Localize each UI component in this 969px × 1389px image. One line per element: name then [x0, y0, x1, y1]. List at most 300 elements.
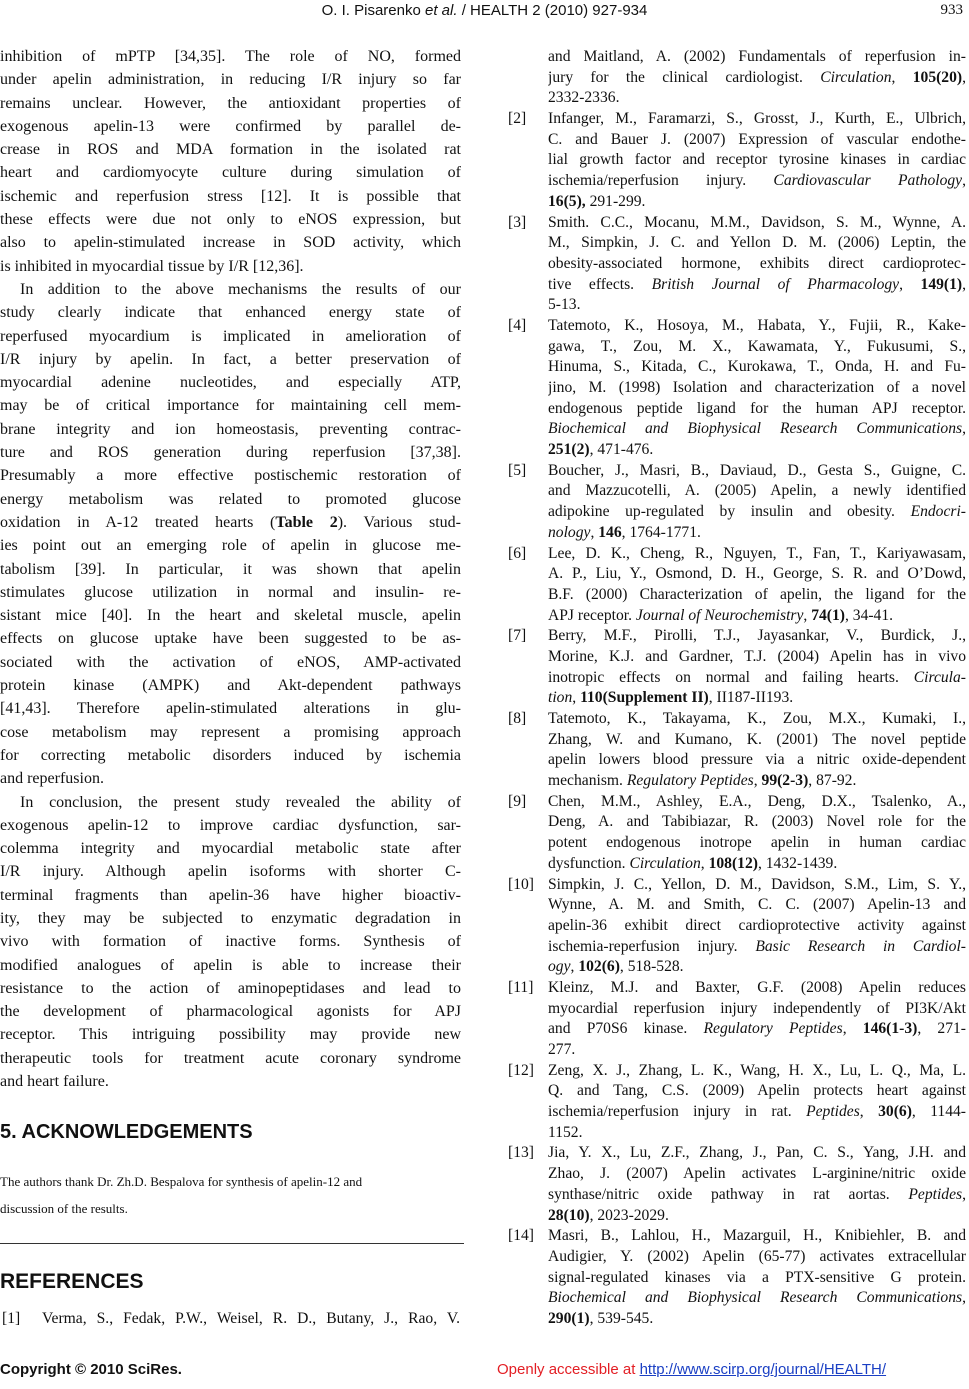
text-line — [0, 1023, 461, 1046]
text-run: remains unclear. However, the antioxidant properties of — [0, 94, 461, 112]
text-run: , — [842, 1020, 863, 1038]
text-line — [548, 544, 966, 565]
italic-run: nology — [548, 523, 591, 541]
text-line — [548, 1247, 966, 1268]
italic-run: Circulation — [629, 854, 701, 872]
text-run: Zhao, J. (2007) Apelin activates L-arginine/nitric oxide — [548, 1165, 966, 1183]
reference-number: [11] — [508, 978, 534, 996]
reference-number: [10] — [508, 875, 534, 893]
header-etal: et al. — [425, 2, 458, 19]
text-run: , — [590, 523, 599, 541]
text-run: , — [891, 68, 913, 86]
text-run: and P70S6 kinase. — [548, 1020, 704, 1038]
reference-number: [8] — [508, 710, 527, 727]
text-line — [0, 231, 461, 254]
text-run: stimulates glucose utilization in normal and insulin- re- — [0, 583, 461, 601]
reference-item — [508, 461, 966, 544]
text-line — [548, 916, 966, 937]
text-run: crease in ROS and MDA formation in the isolated rat — [0, 141, 461, 159]
text-line — [0, 348, 461, 371]
text-line — [0, 930, 461, 953]
italic-run: Basic Research in Cardiol- — [755, 937, 966, 955]
text-run: these effects were due not only to eNOS expression, but — [0, 211, 461, 229]
text-line — [548, 647, 966, 668]
reference-item — [508, 626, 966, 709]
ack-line: discussion of the results. — [0, 1201, 128, 1216]
text-run: receptor. This intriguing possibility may provide new — [0, 1026, 461, 1044]
text-run: Chen, M.M., Ashley, E.A., Deng, D.X., Tsalenko, A., — [548, 792, 966, 810]
text-run: resistance to the action of aminopeptidases and lead to — [0, 979, 461, 997]
text-run: Lee, D. K., Cheng, R., Nguyen, T., Fan, T., Kariyawasam, — [548, 544, 966, 562]
text-run: Tatemoto, K., Hosoya, M., Habata, Y., Fujii, R., Kake- — [548, 316, 966, 334]
reference-text — [548, 316, 966, 461]
text-line — [0, 534, 461, 557]
reference-text — [548, 792, 966, 875]
text-run: exogenous apelin-13 were confirmed by parallel de- — [0, 117, 461, 135]
text-run: In conclusion, the present study revealed the ability of — [20, 793, 461, 811]
text-line — [0, 627, 461, 650]
text-line — [548, 771, 966, 792]
text-line — [548, 150, 966, 171]
text-run: , 1764-1771. — [621, 523, 701, 541]
paragraph — [0, 791, 461, 1094]
text-line — [548, 854, 966, 875]
text-line — [0, 441, 461, 464]
reference-item — [508, 1226, 966, 1329]
reference-number: [5] — [508, 461, 527, 479]
text-run: I/R injury. Although apelin isoforms with shorter C- — [0, 863, 461, 881]
text-line — [0, 1047, 461, 1070]
bold-run: 28(10) — [548, 1206, 590, 1224]
open-access-note — [497, 1361, 886, 1378]
text-run: sistant mice [40]. In the heart and skeletal muscle, apelin — [0, 607, 461, 625]
text-line — [548, 750, 966, 771]
text-run: Q. and Tang, C.S. (2009) Apelin protects heart against — [548, 1082, 966, 1100]
text-run: study clearly indicate that enhanced energy state of — [0, 304, 461, 322]
text-line — [0, 674, 461, 697]
text-run: 1152. — [548, 1123, 583, 1141]
text-line — [548, 109, 966, 130]
text-line — [548, 730, 966, 751]
italic-run: Biochemical and Biophysical Research Communications — [548, 420, 963, 438]
text-line — [548, 1164, 966, 1185]
header-journal: / HEALTH 2 (2010) 927-934 — [457, 2, 648, 19]
text-line — [548, 606, 966, 627]
reference-number: [1] — [2, 1310, 21, 1327]
text-line — [548, 295, 966, 316]
italic-run: Peptides — [806, 1103, 860, 1121]
bold-run: 149(1) — [920, 275, 963, 293]
text-run: for correcting metabolic disorders induced by ischemia — [0, 746, 461, 764]
text-line — [548, 978, 966, 999]
text-run: Boucher, J., Masri, B., Daviaud, D., Gesta S., Guigne, C. — [548, 461, 966, 479]
text-line — [0, 488, 461, 511]
text-run: inotropic effects on normal and failing hearts. — [548, 668, 914, 686]
reference-list-right — [508, 47, 966, 1330]
reference-text — [548, 978, 966, 1061]
text-line — [548, 440, 966, 461]
text-line — [0, 977, 461, 1000]
text-run: cose metabolism may represent a promising approach — [0, 723, 461, 741]
text-run: M., Simpkin, J. C. and Yellon D. M. (2006) Leptin, the — [548, 234, 966, 252]
acknowledgements-text — [0, 1168, 461, 1222]
text-run: obesity-associated hormone, exhibits direct cardioprotec- — [548, 254, 966, 272]
text-run: Infanger, M., Faramarzi, S., Grosst, J., Kurth, E., Ulbrich, — [548, 110, 966, 128]
bold-run: 99(2-3) — [761, 772, 809, 790]
reference-number: [2] — [508, 110, 527, 128]
text-line — [0, 208, 461, 231]
text-line — [0, 138, 461, 161]
text-run: modified analogues of apelin is able to increase their — [0, 956, 461, 974]
text-run: [41,43]. Therefore apelin-stimulated alterations in glu- — [0, 700, 461, 718]
text-run: ies point out an emerging role of apelin in glucose me- — [0, 537, 461, 555]
text-run: jury for the clinical cardiologist. — [548, 68, 821, 86]
ack-line: The authors thank Dr. Zh.D. Bespalova for synthesis of apelin-12 and — [0, 1174, 363, 1189]
text-run: , — [570, 958, 579, 976]
text-line — [548, 1268, 966, 1289]
text-run: In addition to the above mechanisms the results of our — [20, 280, 461, 298]
text-run: Zhang, W. and Kumano, K. (2001) The novel peptide — [548, 730, 966, 748]
text-line — [0, 418, 461, 441]
reference-text — [548, 875, 966, 978]
text-line — [0, 371, 461, 394]
text-line — [0, 278, 461, 301]
text-run: , 2023-2029. — [589, 1206, 669, 1224]
text-run: B.F. (2000) Characterization of apelin, the ligand for the — [548, 585, 966, 603]
text-line — [0, 697, 461, 720]
text-run: mechanism. — [548, 772, 627, 790]
text-run: 5-13. — [548, 296, 581, 314]
text-line — [0, 814, 461, 837]
text-line — [548, 461, 966, 482]
text-run: gawa, T., Zou, M. X., Kawamata, Y., Fukusumi, S., — [548, 337, 966, 355]
text-line — [0, 92, 461, 115]
bold-run: Table 2 — [275, 513, 338, 531]
text-run: , 271- — [917, 1020, 966, 1038]
references-heading: REFERENCES — [0, 1270, 144, 1293]
text-run: ischemia-reperfusion injury. — [548, 937, 756, 955]
text-run: Verma, S., Fedak, P.W., Weisel, R. D., Butany, J., Rao, V. — [42, 1310, 460, 1327]
text-line — [548, 668, 966, 689]
bold-run: 16(5), — [548, 192, 586, 210]
text-line — [548, 502, 966, 523]
text-line — [0, 767, 461, 790]
copyright: Copyright © 2010 SciRes. — [0, 1361, 182, 1378]
text-line — [548, 812, 966, 833]
reference-item — [2, 1309, 460, 1330]
text-run: Tatemoto, K., Takayama, K., Zou, M.X., Kumaki, I., — [548, 710, 966, 727]
italic-run: Endocri- — [910, 503, 966, 521]
text-line — [0, 45, 461, 68]
text-line — [0, 837, 461, 860]
reference-item — [508, 213, 966, 316]
journal-link[interactable]: http://www.scirp.org/journal/HEALTH/ — [639, 1361, 887, 1378]
text-line — [0, 394, 461, 417]
text-run: potent endogenous inotrope apelin in human cardiac — [548, 834, 966, 852]
bold-run: 110(Supplement II) — [580, 689, 709, 707]
reference-item — [508, 109, 966, 212]
reference-text — [548, 213, 966, 316]
text-line — [548, 68, 966, 89]
italic-run: Journal of Neurochemistry — [635, 606, 804, 624]
reference-item — [508, 792, 966, 875]
text-line — [548, 213, 966, 234]
text-run: the development of pharmacological agonists for APJ — [0, 1003, 461, 1021]
reference-number: [3] — [508, 213, 527, 231]
text-run: , 87-92. — [808, 772, 857, 790]
text-run: , 471-476. — [589, 441, 654, 459]
page-number: 933 — [940, 2, 963, 18]
italic-run: tion — [548, 689, 573, 707]
text-run: and Maitland, A. (2002) Fundamentals of reperfusion in- — [548, 48, 966, 65]
bold-run: 251(2) — [548, 441, 590, 459]
text-line — [548, 875, 966, 896]
text-run: , — [962, 420, 966, 438]
text-line — [0, 68, 461, 91]
text-run: , — [572, 689, 581, 707]
italic-run: ogy — [548, 958, 571, 976]
reference-text — [548, 1226, 966, 1329]
reference-number: [14] — [508, 1227, 534, 1245]
text-run: , — [962, 1289, 966, 1307]
text-run: 2332-2336. — [548, 89, 620, 107]
reference-text — [548, 544, 966, 627]
bold-run: 102(6) — [578, 958, 620, 976]
bold-run: 74(1) — [811, 606, 845, 624]
text-run: effects on glucose uptake have been suggested to be as- — [0, 630, 461, 648]
text-run: vivo with formation of inactive forms. Synthesis of — [0, 933, 461, 951]
text-run: myocardial adenine nucleotides, and especially ATP, — [0, 374, 461, 392]
text-run: jino, M. (1998) Isolation and characterization of a novel — [548, 379, 966, 396]
bold-run: 30(6) — [878, 1103, 912, 1121]
reference-number: [12] — [508, 1061, 534, 1079]
text-run: therapeutic tools for treatment acute coronary syndrome — [0, 1049, 461, 1067]
text-run: ischemia/reperfusion injury. — [548, 172, 774, 190]
text-run: myocardial reperfusion injury independently of PI3K/Akt — [548, 999, 966, 1017]
text-run: C. and Bauer J. (2007) Expression of vascular endothe- — [548, 130, 966, 148]
text-run: ischemic and reperfusion stress [12]. It is possible that — [0, 187, 461, 205]
reference-item — [508, 1061, 966, 1144]
reference-item — [508, 875, 966, 978]
text-line — [0, 558, 461, 581]
text-run: synthase/nitric oxide pathway in rat aortas. — [548, 1185, 909, 1203]
text-run: Berry, M.F., Pirolli, T.J., Jayasankar, V., Burdick, J., — [548, 627, 966, 645]
text-run: Kleinz, M.J. and Baxter, G.F. (2008) Apelin reduces — [548, 978, 966, 996]
text-run: , 34-41. — [844, 606, 894, 624]
text-run: is inhibited in myocardial tissue by I/R [12,36]. — [0, 257, 304, 275]
text-line — [548, 833, 966, 854]
bold-run: 146(1-3) — [862, 1020, 918, 1038]
text-run: also to apelin-stimulated increase in SOD activity, which — [0, 234, 461, 252]
text-line — [548, 1102, 966, 1123]
text-line — [0, 954, 461, 977]
text-line — [548, 1309, 966, 1330]
text-line — [548, 171, 966, 192]
text-line — [548, 709, 966, 730]
paragraph — [0, 45, 461, 278]
text-line — [548, 999, 966, 1020]
italic-run: Circula- — [913, 668, 966, 686]
text-line — [548, 895, 966, 916]
text-line — [0, 511, 461, 534]
text-run: , — [753, 772, 762, 790]
italic-run: Regulatory Peptides — [626, 772, 754, 790]
text-line — [548, 792, 966, 813]
reference-item — [508, 709, 966, 792]
text-line — [0, 581, 461, 604]
text-run: adipokine up-regulated by insulin and obesity. — [548, 503, 911, 521]
text-line — [548, 1019, 966, 1040]
text-run: energy metabolism was related to promoted glucose — [0, 490, 461, 508]
text-line — [0, 884, 461, 907]
text-line — [0, 255, 461, 278]
text-run: apelin lowers blood pressure via a nitric oxide-dependent — [548, 751, 966, 769]
reference-item — [508, 544, 966, 627]
text-line — [548, 1143, 966, 1164]
text-line — [548, 337, 966, 358]
text-run: apelin-36 exhibit direct cardioprotective activity against — [548, 916, 966, 934]
reference-number: [7] — [508, 627, 527, 645]
text-run: Morine, K.J. and Gardner, T.J. (2004) Apelin has in vivo — [548, 647, 966, 665]
bold-run: 108(12) — [708, 854, 758, 872]
text-run: terminal fragments than apelin-36 have higher bioactiv- — [0, 886, 461, 904]
text-run: under apelin administration, in reducing I/R injury so far — [0, 71, 461, 89]
text-run: 277. — [548, 1041, 576, 1058]
text-run: signal-regulated kinases via a PTX-sensitive G protein. — [548, 1268, 966, 1286]
reference-item — [508, 47, 966, 109]
text-run: Simpkin, J. C., Yellon, D. M., Davidson, S.M., Lim, S. Y., — [548, 875, 966, 893]
text-line — [0, 791, 461, 814]
text-run: oxidation in A-12 treated hearts ( — [0, 513, 276, 531]
text-run: , — [962, 172, 966, 190]
text-line — [548, 937, 966, 958]
text-run: , — [962, 68, 966, 86]
text-run: Smith. C.C., Mocanu, M.M., Davidson, S. M., Wynne, A. — [548, 213, 966, 231]
text-run: Audigier, Y. (2002) Apelin (65-77) activates extracellular — [548, 1247, 966, 1265]
reference-text — [548, 626, 966, 709]
text-line — [548, 1185, 966, 1206]
text-line — [548, 1226, 966, 1247]
text-line — [548, 419, 966, 440]
reference-item — [508, 978, 966, 1061]
text-run: , — [803, 606, 812, 624]
text-run: Masri, B., Lahlou, H., Mazarguil, H., Knibiehler, B. and — [548, 1227, 966, 1245]
text-line — [548, 130, 966, 151]
text-line — [548, 481, 966, 502]
text-run: and Mazzucotelli, A. (2005) Apelin, a newly identified — [548, 482, 966, 500]
text-line — [0, 860, 461, 883]
text-run: ity, they may be subjected to enzymatic degradation in — [0, 909, 461, 927]
text-run: APJ receptor. — [548, 606, 636, 624]
paragraph — [0, 278, 461, 791]
text-run: Zeng, X. J., Zhang, L. K., Wang, H. X., Lu, L. Q., Ma, L. — [548, 1061, 966, 1079]
text-run: Jia, Y. X., Lu, Z.F., Zhang, J., Pan, C. S., Yang, J.H. and — [548, 1144, 966, 1162]
text-line — [0, 604, 461, 627]
reference-item — [508, 316, 966, 461]
italic-run: Regulatory Peptides — [703, 1020, 843, 1038]
text-run: lial growth factor and receptor tyrosine kinases in cardiac — [548, 151, 966, 169]
text-run: exogenous apelin-12 to improve cardiac dysfunction, sar- — [0, 816, 461, 834]
text-run: Presumably a more effective postischemic restoration of — [0, 467, 461, 485]
text-run: Deng, A. and Tabibiazar, R. (2003) Novel role for the — [548, 813, 966, 831]
acknowledgements-heading: 5. ACKNOWLEDGEMENTS — [0, 1121, 253, 1143]
reference-number: [13] — [508, 1144, 534, 1162]
reference-number: [4] — [508, 316, 527, 334]
text-run: brane integrity and ion homeostasis, preventing contrac- — [0, 420, 461, 438]
running-header — [0, 2, 969, 19]
text-run: heart and cardiomyocyte culture during simulation of — [0, 164, 461, 182]
text-run: , II187-II193. — [708, 689, 794, 707]
text-run: , — [859, 1103, 879, 1121]
text-line — [0, 301, 461, 324]
text-run: , 518-528. — [619, 958, 684, 976]
reference-text — [548, 461, 966, 544]
text-run: , 1144- — [911, 1103, 966, 1121]
text-run: , 1432-1439. — [757, 854, 838, 872]
reference-text — [548, 1061, 966, 1144]
text-line — [0, 115, 461, 138]
text-run: endogenous peptide ligand for the human APJ receptor. — [548, 399, 966, 417]
open-access-label: Openly accessible at — [497, 1361, 640, 1378]
text-line — [0, 464, 461, 487]
text-line — [548, 1288, 966, 1309]
italic-run: Biochemical and Biophysical Research Communications — [548, 1289, 963, 1307]
text-line — [0, 325, 461, 348]
reference-number: [6] — [508, 544, 527, 562]
text-line — [548, 957, 966, 978]
reference-text — [548, 47, 966, 109]
text-run: 291-299. — [585, 192, 646, 210]
text-line — [548, 564, 966, 585]
reference-text — [548, 1143, 966, 1226]
text-run: colemma integrity and myocardial metabolic state after — [0, 840, 461, 858]
bold-run: 146 — [598, 523, 622, 541]
italic-run: Circulation — [820, 68, 892, 86]
text-run: , — [700, 854, 709, 872]
text-line — [548, 378, 966, 399]
text-run: sociated with the activation of eNOS, AMP-activated — [0, 653, 461, 671]
reference-item — [508, 1143, 966, 1226]
text-line — [0, 651, 461, 674]
text-line — [0, 185, 461, 208]
text-run: Wynne, A. M. and Smith, C. C. (2007) Apelin-13 and — [548, 896, 966, 914]
text-run: ture and ROS generation during reperfusion [37,38]. — [0, 444, 461, 462]
text-line — [548, 585, 966, 606]
text-run: tabolism [39]. In particular, it was shown that apelin — [0, 560, 461, 578]
text-line — [548, 1081, 966, 1102]
text-run: , 539-545. — [589, 1309, 654, 1327]
text-line — [0, 721, 461, 744]
text-run: tive effects. — [548, 275, 652, 293]
text-run: may be of critical importance for maintaining cell mem- — [0, 397, 461, 415]
section-divider — [0, 1243, 464, 1244]
text-run: protein kinase (AMPK) and Akt-dependent pathways — [0, 677, 461, 695]
text-run: and heart failure. — [0, 1073, 109, 1091]
bold-run: 105(20) — [912, 68, 963, 86]
reference-number: [9] — [508, 792, 527, 810]
text-line — [548, 88, 966, 109]
italic-run: Cardiovascular Pathology — [773, 172, 963, 190]
text-line — [548, 399, 966, 420]
text-run: ). Various stud- — [337, 513, 461, 531]
text-line — [548, 316, 966, 337]
text-run: I/R injury by apelin. In fact, a better preservation of — [0, 350, 461, 368]
text-line — [548, 1040, 966, 1061]
text-run: and reperfusion. — [0, 770, 104, 788]
text-run: reperfused myocardium is implicated in amelioration of — [0, 327, 461, 345]
text-run: , — [962, 275, 966, 293]
text-line — [0, 1070, 461, 1093]
